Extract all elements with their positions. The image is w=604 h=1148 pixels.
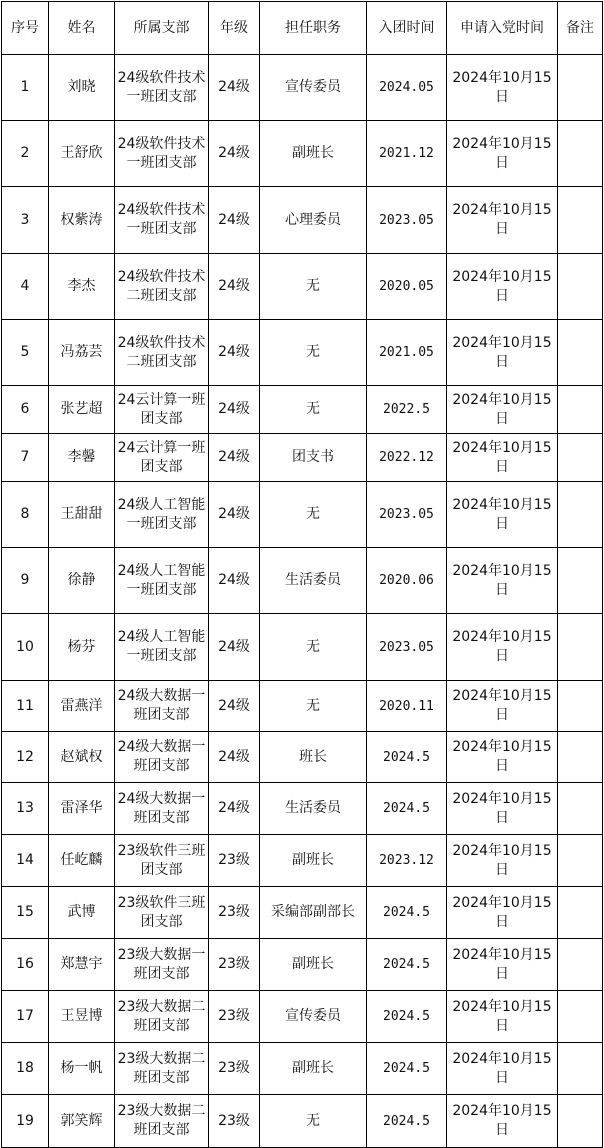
table-row — [2, 548, 603, 614]
cell-position: 采编部副部长 — [260, 887, 367, 939]
cell-apply-date: 2024年10月15日 — [447, 548, 558, 614]
cell-grade: 24级 — [209, 254, 260, 320]
cell-join-date: 2024.5 — [367, 1043, 447, 1095]
cell-join-date: 2021.05 — [367, 320, 447, 386]
header-note: 备注 — [558, 2, 603, 55]
cell-branch: 23级软件三班团支部 — [115, 887, 209, 939]
cell-no: 3 — [2, 187, 49, 254]
cell-position: 生活委员 — [260, 783, 367, 835]
cell-apply-date: 2024年10月15日 — [447, 1095, 558, 1148]
header-grade: 年级 — [209, 2, 260, 55]
cell-join-date: 2024.5 — [367, 732, 447, 783]
cell-name: 任屹麟 — [49, 835, 115, 887]
cell-name: 赵斌权 — [49, 732, 115, 783]
cell-name: 郭笑辉 — [49, 1095, 115, 1148]
cell-grade: 24级 — [209, 548, 260, 614]
cell-grade: 24级 — [209, 681, 260, 732]
cell-join-date: 2024.5 — [367, 1095, 447, 1148]
header-no: 序号 — [2, 2, 49, 55]
cell-join-date: 2023.05 — [367, 187, 447, 254]
table-row — [2, 254, 603, 320]
cell-apply-date: 2024年10月15日 — [447, 732, 558, 783]
cell-note — [558, 614, 603, 681]
cell-note — [558, 482, 603, 548]
cell-note — [558, 783, 603, 835]
cell-position: 副班长 — [260, 939, 367, 991]
cell-note — [558, 732, 603, 783]
cell-position: 副班长 — [260, 1043, 367, 1095]
cell-note — [558, 187, 603, 254]
cell-branch: 23级大数据二班团支部 — [115, 991, 209, 1043]
cell-note — [558, 835, 603, 887]
cell-grade: 24级 — [209, 320, 260, 386]
table-row — [2, 482, 603, 548]
cell-note — [558, 434, 603, 482]
cell-grade: 24级 — [209, 55, 260, 121]
cell-name: 徐静 — [49, 548, 115, 614]
cell-position: 无 — [260, 681, 367, 732]
cell-name: 权紫涛 — [49, 187, 115, 254]
cell-position: 无 — [260, 386, 367, 434]
cell-grade: 24级 — [209, 614, 260, 681]
header-position: 担任职务 — [260, 2, 367, 55]
cell-join-date: 2022.12 — [367, 434, 447, 482]
cell-no: 12 — [2, 732, 49, 783]
cell-note — [558, 1043, 603, 1095]
header-join-date: 入团时间 — [367, 2, 447, 55]
cell-branch: 24级人工智能一班团支部 — [115, 614, 209, 681]
member-table — [1, 1, 603, 1148]
cell-name: 冯荔芸 — [49, 320, 115, 386]
cell-apply-date: 2024年10月15日 — [447, 254, 558, 320]
cell-name: 刘晓 — [49, 55, 115, 121]
cell-branch: 23级软件三班团支部 — [115, 835, 209, 887]
cell-grade: 23级 — [209, 1095, 260, 1148]
cell-position: 无 — [260, 254, 367, 320]
cell-no: 8 — [2, 482, 49, 548]
cell-apply-date: 2024年10月15日 — [447, 386, 558, 434]
cell-position: 副班长 — [260, 835, 367, 887]
cell-no: 7 — [2, 434, 49, 482]
cell-branch: 24级软件技术一班团支部 — [115, 55, 209, 121]
table-row — [2, 1095, 603, 1148]
cell-grade: 24级 — [209, 187, 260, 254]
cell-no: 18 — [2, 1043, 49, 1095]
cell-apply-date: 2024年10月15日 — [447, 939, 558, 991]
cell-position: 生活委员 — [260, 548, 367, 614]
cell-branch: 23级大数据二班团支部 — [115, 1043, 209, 1095]
cell-name: 王甜甜 — [49, 482, 115, 548]
cell-name: 李杰 — [49, 254, 115, 320]
cell-apply-date: 2024年10月15日 — [447, 121, 558, 187]
table-body — [2, 55, 603, 1148]
cell-position: 心理委员 — [260, 187, 367, 254]
table-row — [2, 55, 603, 121]
table-row — [2, 320, 603, 386]
cell-position: 副班长 — [260, 121, 367, 187]
table-row — [2, 434, 603, 482]
cell-branch: 24级软件技术一班团支部 — [115, 187, 209, 254]
table-row — [2, 939, 603, 991]
cell-position: 宣传委员 — [260, 55, 367, 121]
cell-apply-date: 2024年10月15日 — [447, 55, 558, 121]
cell-apply-date: 2024年10月15日 — [447, 835, 558, 887]
cell-no: 6 — [2, 386, 49, 434]
cell-name: 张艺超 — [49, 386, 115, 434]
cell-no: 11 — [2, 681, 49, 732]
cell-apply-date: 2024年10月15日 — [447, 614, 558, 681]
cell-join-date: 2024.5 — [367, 887, 447, 939]
table-row — [2, 835, 603, 887]
header-apply-date: 申请入党时间 — [447, 2, 558, 55]
cell-no: 19 — [2, 1095, 49, 1148]
cell-no: 4 — [2, 254, 49, 320]
cell-note — [558, 320, 603, 386]
cell-no: 10 — [2, 614, 49, 681]
cell-join-date: 2024.05 — [367, 55, 447, 121]
table-row — [2, 1043, 603, 1095]
cell-grade: 24级 — [209, 386, 260, 434]
cell-apply-date: 2024年10月15日 — [447, 991, 558, 1043]
table-row — [2, 887, 603, 939]
cell-position: 团支书 — [260, 434, 367, 482]
cell-grade: 24级 — [209, 783, 260, 835]
cell-name: 郑慧宇 — [49, 939, 115, 991]
cell-position: 宣传委员 — [260, 991, 367, 1043]
cell-join-date: 2020.06 — [367, 548, 447, 614]
cell-no: 9 — [2, 548, 49, 614]
cell-join-date: 2023.12 — [367, 835, 447, 887]
cell-position: 无 — [260, 614, 367, 681]
cell-name: 武博 — [49, 887, 115, 939]
cell-branch: 24级大数据一班团支部 — [115, 732, 209, 783]
table-row — [2, 121, 603, 187]
cell-no: 15 — [2, 887, 49, 939]
cell-apply-date: 2024年10月15日 — [447, 434, 558, 482]
cell-join-date: 2021.12 — [367, 121, 447, 187]
cell-grade: 23级 — [209, 1043, 260, 1095]
cell-note — [558, 254, 603, 320]
cell-branch: 24云计算一班团支部 — [115, 434, 209, 482]
cell-apply-date: 2024年10月15日 — [447, 887, 558, 939]
cell-position: 无 — [260, 482, 367, 548]
cell-position: 班长 — [260, 732, 367, 783]
cell-join-date: 2024.5 — [367, 939, 447, 991]
cell-name: 李馨 — [49, 434, 115, 482]
cell-join-date: 2023.05 — [367, 482, 447, 548]
cell-grade: 24级 — [209, 121, 260, 187]
cell-position: 无 — [260, 320, 367, 386]
cell-apply-date: 2024年10月15日 — [447, 783, 558, 835]
cell-note — [558, 887, 603, 939]
cell-join-date: 2020.11 — [367, 681, 447, 732]
cell-join-date: 2024.5 — [367, 991, 447, 1043]
cell-grade: 23级 — [209, 835, 260, 887]
cell-grade: 23级 — [209, 991, 260, 1043]
cell-branch: 24级大数据一班团支部 — [115, 681, 209, 732]
cell-branch: 24云计算一班团支部 — [115, 386, 209, 434]
table-row — [2, 187, 603, 254]
cell-no: 2 — [2, 121, 49, 187]
cell-name: 雷泽华 — [49, 783, 115, 835]
cell-apply-date: 2024年10月15日 — [447, 482, 558, 548]
cell-branch: 24级软件技术一班团支部 — [115, 121, 209, 187]
cell-note — [558, 991, 603, 1043]
cell-apply-date: 2024年10月15日 — [447, 681, 558, 732]
cell-name: 王舒欣 — [49, 121, 115, 187]
cell-branch: 24级软件技术二班团支部 — [115, 320, 209, 386]
cell-no: 17 — [2, 991, 49, 1043]
table-row — [2, 732, 603, 783]
cell-no: 5 — [2, 320, 49, 386]
cell-join-date: 2023.05 — [367, 614, 447, 681]
cell-no: 13 — [2, 783, 49, 835]
table-row — [2, 614, 603, 681]
cell-grade: 24级 — [209, 434, 260, 482]
cell-note — [558, 121, 603, 187]
cell-join-date: 2024.5 — [367, 783, 447, 835]
table-header-row — [2, 2, 603, 55]
cell-no: 1 — [2, 55, 49, 121]
cell-branch: 23级大数据二班团支部 — [115, 1095, 209, 1148]
header-branch: 所属支部 — [115, 2, 209, 55]
table-row — [2, 783, 603, 835]
cell-name: 雷燕洋 — [49, 681, 115, 732]
cell-position: 无 — [260, 1095, 367, 1148]
cell-note — [558, 1095, 603, 1148]
table-row — [2, 386, 603, 434]
cell-grade: 23级 — [209, 939, 260, 991]
header-name: 姓名 — [49, 2, 115, 55]
table-row — [2, 991, 603, 1043]
cell-apply-date: 2024年10月15日 — [447, 1043, 558, 1095]
cell-name: 杨一帆 — [49, 1043, 115, 1095]
cell-name: 王昱博 — [49, 991, 115, 1043]
cell-note — [558, 55, 603, 121]
cell-no: 14 — [2, 835, 49, 887]
table-row — [2, 681, 603, 732]
cell-grade: 24级 — [209, 482, 260, 548]
cell-note — [558, 939, 603, 991]
cell-branch: 23级大数据一班团支部 — [115, 939, 209, 991]
cell-join-date: 2020.05 — [367, 254, 447, 320]
cell-apply-date: 2024年10月15日 — [447, 320, 558, 386]
cell-apply-date: 2024年10月15日 — [447, 187, 558, 254]
cell-branch: 24级大数据一班团支部 — [115, 783, 209, 835]
cell-branch: 24级人工智能一班团支部 — [115, 548, 209, 614]
cell-note — [558, 386, 603, 434]
cell-note — [558, 681, 603, 732]
cell-branch: 24级人工智能一班团支部 — [115, 482, 209, 548]
cell-branch: 24级软件技术二班团支部 — [115, 254, 209, 320]
cell-name: 杨芬 — [49, 614, 115, 681]
cell-join-date: 2022.5 — [367, 386, 447, 434]
cell-note — [558, 548, 603, 614]
cell-grade: 24级 — [209, 732, 260, 783]
cell-grade: 23级 — [209, 887, 260, 939]
cell-no: 16 — [2, 939, 49, 991]
